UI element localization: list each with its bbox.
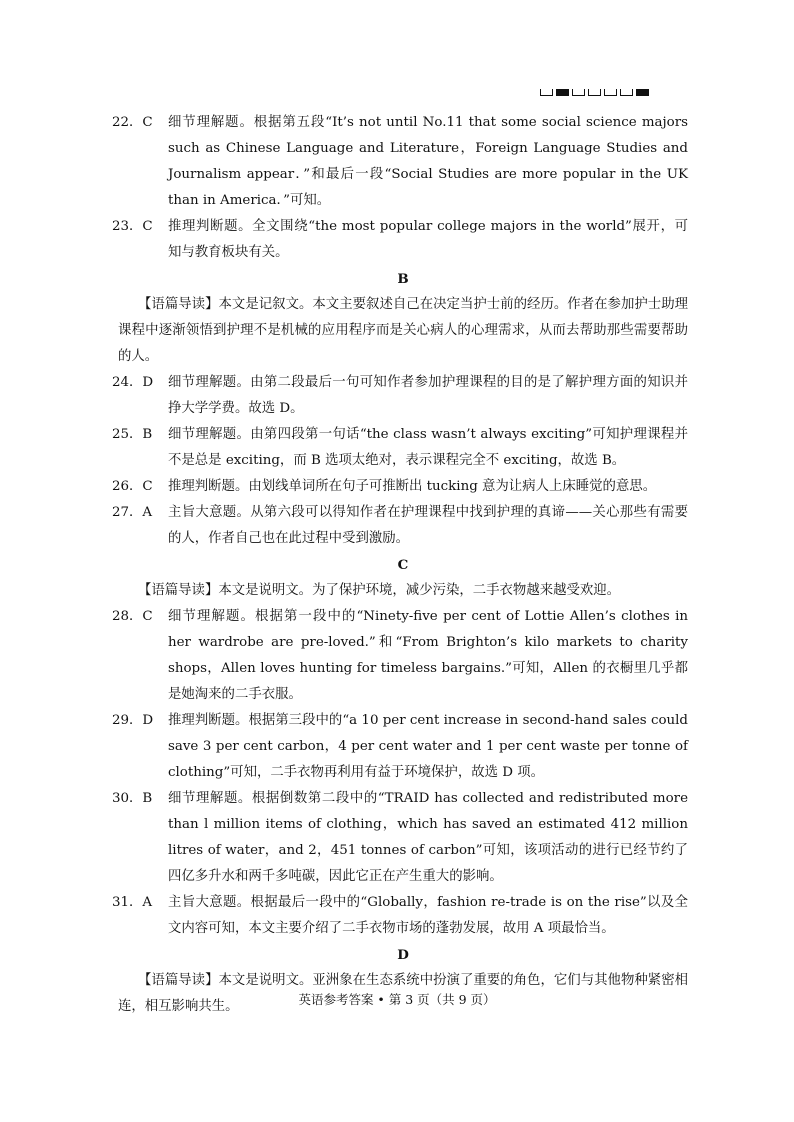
answer-explanation: 细节理解题。根据第一段中的“Ninety-five per cent of Lottie Allen’s clothes in her wardrobe are pre-loved.”和“From Brighton’s kilo markets to charity shops，Allen loves hunting for timeless bargains.”可知，Allen 的衣橱里几乎都是她淘来的二手衣服。 — [168, 609, 688, 702]
section-heading-d: D — [397, 947, 409, 963]
section-heading-c: C — [397, 557, 409, 573]
filled-block-mark — [556, 89, 569, 96]
passage-guide-c: 【语篇导读】本文是说明文。为了保护环境，减少污染，二手衣物越来越受欢迎。 — [138, 583, 621, 598]
answer-explanation: 细节理解题。根据第五段“It’s not until No.11 that some social science majors such as Chinese Language and Literature，Foreign Language Studies and Journalism appear．”和最后一段“Social Studies are more popular in the UK than in America．”可知。 — [168, 115, 688, 208]
answer-item — [112, 110, 688, 214]
answer-number: 30．B — [112, 791, 153, 806]
header-marks — [540, 89, 649, 96]
answer-explanation: 主旨大意题。从第六段可以得知作者在护理课程中找到护理的真谛——关心那些有需要的人，作者自己也在此过程中受到激励。 — [168, 505, 688, 546]
answer-item — [112, 370, 688, 422]
answer-item — [112, 890, 688, 942]
answer-item — [112, 422, 688, 474]
open-bracket-mark — [572, 89, 585, 96]
answer-number: 31．A — [112, 895, 153, 910]
answer-item — [112, 214, 688, 266]
open-bracket-mark — [588, 89, 601, 96]
answer-content — [112, 110, 688, 1020]
answer-explanation: 推理判断题。根据第三段中的“a 10 per cent increase in second-hand sales could save 3 per cent carbon，4 per cent water and 1 per cent waste per tonne of clothing”可知，二手衣物再利用有益于环境保护，故选 D 项。 — [168, 713, 688, 780]
answer-list-a — [112, 110, 688, 266]
answer-item — [112, 786, 688, 890]
filled-block-mark — [636, 89, 649, 96]
answer-number: 29．D — [112, 713, 154, 728]
answer-item — [112, 708, 688, 786]
answer-explanation: 细节理解题。根据倒数第二段中的“TRAID has collected and redistributed more than l million items of clothing，which has saved an estimated 412 million litres of water，and 2，451 tonnes of carbon”可知，该项活动的进行已经节约了四亿多升水和两千多吨碳，因此它正在产生重大的影响。 — [168, 791, 688, 884]
answer-item — [112, 500, 688, 552]
open-bracket-mark — [604, 89, 617, 96]
passage-guide-d: 【语篇导读】本文是说明文。亚洲象在生态系统中扮演了重要的角色，它们与其他物种紧密相连，相互影响共生。 — [118, 973, 688, 1014]
answer-item — [112, 474, 688, 500]
answer-number: 28．C — [112, 609, 153, 624]
passage-guide-b: 【语篇导读】本文是记叙文。本文主要叙述自己在决定当护士前的经历。作者在参加护士助理课程中逐渐领悟到护理不是机械的应用程序而是关心病人的心理需求，从而去帮助那些需要帮助的人。 — [118, 297, 688, 364]
page-footer: 英语参考答案 • 第 3 页（共 9 页） — [298, 992, 496, 1007]
answer-number: 26．C — [112, 479, 153, 494]
answer-explanation: 推理判断题。由划线单词所在句子可推断出 tucking 意为让病人上床睡觉的意思。 — [168, 479, 657, 494]
answer-item — [112, 604, 688, 708]
answer-number: 22．C — [112, 115, 153, 130]
answer-explanation: 推理判断题。全文围绕“the most popular college majors in the world”展开，可知与教育板块有关。 — [168, 219, 688, 260]
answer-number: 24．D — [112, 375, 154, 390]
answer-explanation: 细节理解题。由第二段最后一句可知作者参加护理课程的目的是了解护理方面的知识并挣大学学费。故选 D。 — [168, 375, 688, 416]
answer-explanation: 细节理解题。由第四段第一句话“the class wasn’t always exciting”可知护理课程并不是总是 exciting，而 B 选项太绝对，表示课程完全不 exciting，故选 B。 — [168, 427, 688, 468]
section-heading-b: B — [397, 271, 409, 287]
answer-explanation: 主旨大意题。根据最后一段中的“Globally，fashion re-trade is on the rise”以及全文内容可知，本文主要介绍了二手衣物市场的蓬勃发展，故用 A 项最恰当。 — [168, 895, 688, 936]
answer-number: 27．A — [112, 505, 153, 520]
open-bracket-mark — [540, 89, 553, 96]
answer-number: 23．C — [112, 219, 153, 234]
open-bracket-mark — [620, 89, 633, 96]
answer-number: 25．B — [112, 427, 153, 442]
